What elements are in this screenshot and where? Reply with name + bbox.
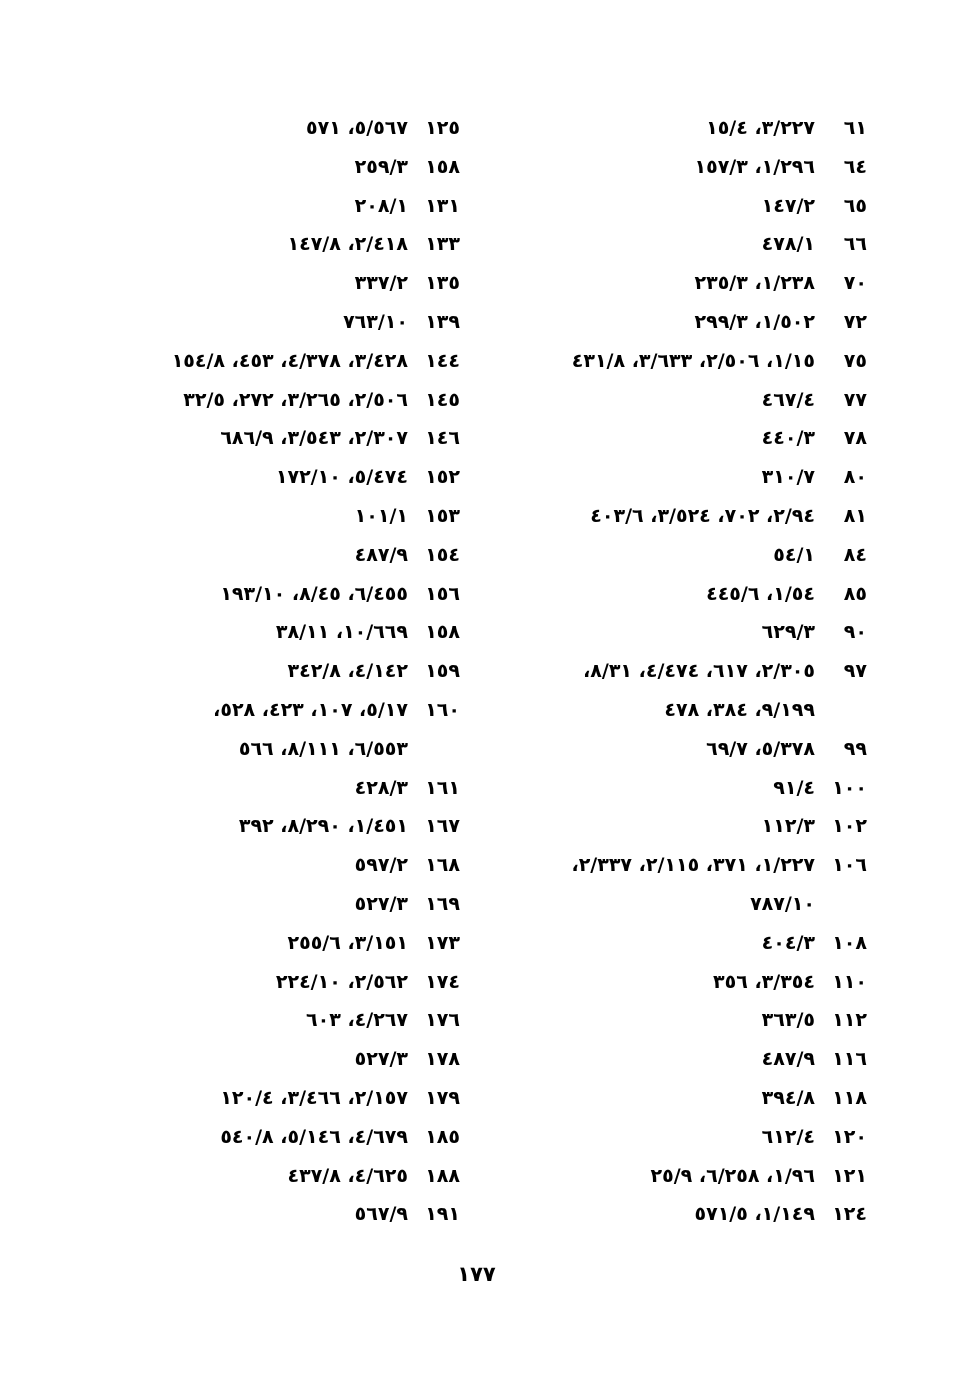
entry-number: ١٥٨ [425,621,460,644]
entry-number: ١٦١ [425,776,460,799]
entry-number: ٨٠ [843,466,867,489]
entry-references: ١/٤٥١، ٨/٢٩٠، ٣٩٢ [238,815,408,838]
entry-references: ٤/٦٧٩، ٥/١٤٦، ٥٤٠/٨ [220,1125,408,1148]
index-entry [537,699,867,738]
index-entry [537,466,867,505]
index-entry [537,544,867,583]
index-entry [100,156,460,195]
index-entry [100,1126,460,1165]
entry-references: ٢/٣٠٧، ٣/٥٤٣، ٦٨٦/٩ [220,427,408,450]
entry-references: ٢/٥٠٦، ٣/٢٦٥، ٢٧٢، ٣٢/٥ [183,388,408,411]
index-entry [537,156,867,195]
index-column-left [100,117,460,1242]
entry-number: ١٤٦ [425,427,460,450]
entry-number: ١٢١ [832,1164,867,1187]
index-entry [100,311,460,350]
index-entry [100,389,460,428]
entry-references: ٩١/٤ [773,776,815,799]
entry-number: ١١٠ [832,970,867,993]
index-entry [100,621,460,660]
entry-references: ٣٩٤/٨ [761,1086,815,1109]
entry-number: ١٠٠ [832,776,867,799]
index-entry [100,505,460,544]
entry-number: ١٧٣ [425,931,460,954]
index-entry [100,195,460,234]
entry-references: ١٠١/١ [354,504,408,527]
entry-number: ١٠٢ [832,815,867,838]
index-entry [537,1087,867,1126]
entry-references: ٣/٣٥٤، ٣٥٦ [713,970,815,993]
entry-number: ١٦٧ [425,815,460,838]
index-entry [100,738,460,777]
index-entry [100,660,460,699]
index-entry [100,272,460,311]
entry-number: ١٩١ [425,1203,460,1226]
entry-number: ٦٦ [843,233,867,256]
entry-references: ٢/٩٤، ٧٠٢، ٣/٥٢٤، ٤٠٣/٦ [590,504,815,527]
entry-references: ٤/١٤٢، ٣٤٢/٨ [287,660,408,683]
index-entry [537,777,867,816]
index-entry [100,466,460,505]
index-entry [537,1009,867,1048]
entry-references: ٥٤/١ [773,543,815,566]
entry-references: ٥/٣٧٨، ٦٩/٧ [706,737,815,760]
entry-references: ١٤٧/٢ [761,194,815,217]
index-entry [537,272,867,311]
entry-references: ٤٦٧/٤ [761,388,815,411]
entry-number: ١٠٨ [832,931,867,954]
index-entry [537,1048,867,1087]
index-entry [537,233,867,272]
entry-references: ٣١٠/٧ [761,466,815,489]
entry-references: ١/٢٣٨، ٢٣٥/٣ [694,272,815,295]
entry-number: ٩٧ [843,660,867,683]
entry-number: ١٥٤ [425,543,460,566]
entry-references: ٤٨٧/٩ [354,543,408,566]
index-entry [100,815,460,854]
entry-references: ٥٩٧/٢ [354,854,408,877]
index-entry [100,777,460,816]
entry-number: ١٤٤ [425,349,460,372]
index-entry [537,854,867,893]
index-entry [100,117,460,156]
entry-number: ١٢٠ [832,1125,867,1148]
entry-number: ١٣٣ [425,233,460,256]
index-entry [100,1048,460,1087]
index-entry [537,583,867,622]
entry-number: ٧٧ [843,388,867,411]
entry-number: ٦١ [843,117,867,139]
index-entry [537,1126,867,1165]
entry-references: ١١٢/٣ [761,815,815,838]
index-entry [100,932,460,971]
entry-number: ١٥٣ [425,504,460,527]
entry-number: ١١٢ [832,1009,867,1032]
entry-references: ٧٨٧/١٠ [750,892,815,915]
entry-number: ١٠٦ [832,854,867,877]
entry-references: ٤/٦٢٥، ٤٣٧/٨ [287,1164,408,1187]
entry-number: ٧٥ [843,349,867,372]
entry-number: ١١٦ [832,1048,867,1071]
entry-references: ٥٢٧/٣ [354,892,408,915]
entry-number: ١٥٢ [425,466,460,489]
entry-number: ١٣٩ [425,310,460,333]
entry-references: ٤/٢٦٧، ٦٠٣ [306,1009,408,1032]
entry-number: ١٧٤ [425,970,460,993]
entry-number: ٨٤ [843,543,867,566]
entry-number: ٧٢ [843,310,867,333]
index-entry [100,854,460,893]
index-entry [537,350,867,389]
index-entry [537,932,867,971]
index-entry [537,311,867,350]
entry-references: ٢/٤١٨، ١٤٧/٨ [287,233,408,256]
index-column-right [537,117,867,1242]
entry-references: ١٠/٦٦٩، ٣٨/١١ [275,621,408,644]
entry-references: ١/٢٩٦، ١٥٧/٣ [694,155,815,178]
entry-references: ٥٦٧/٩ [354,1203,408,1226]
entry-references: ٤٠٤/٣ [761,931,815,954]
entry-number: ١٦٨ [425,854,460,877]
entry-references: ١/٢٢٧، ٣٧١، ٢/١١٥، ٢/٣٣٧، [571,854,815,877]
index-entry [100,583,460,622]
index-entry [100,893,460,932]
entry-number: ١١٨ [832,1086,867,1109]
entry-number: ٧٠ [843,272,867,295]
entry-references: ١/١٥، ٢/٥٠٦، ٣/٦٣٣، ٤٣١/٨ [571,349,815,372]
entry-number: ١٢٤ [832,1203,867,1226]
entry-number: ١٥٩ [425,660,460,683]
index-entry [537,971,867,1010]
index-entry [100,350,460,389]
entry-references: ٤٧٨/١ [761,233,815,256]
index-entry [537,815,867,854]
index-entry [100,1087,460,1126]
entry-number: ٩٩ [843,737,867,760]
entry-references: ٦١٢/٤ [761,1125,815,1148]
index-entry [100,544,460,583]
entry-number: ١٣٥ [425,272,460,295]
page-number: ١٧٧ [457,1262,496,1286]
entry-number: ١٧٦ [425,1009,460,1032]
entry-number: ١٢٥ [425,117,460,139]
entry-number: ١٨٨ [425,1164,460,1187]
entry-number: ١٦٠ [425,698,460,721]
entry-references: ٥/١٧، ١٠٧، ٤٢٣، ٥٢٨، [213,698,408,721]
index-entry [100,1203,460,1242]
entry-number: ١٥٨ [425,155,460,178]
entry-number: ١٣١ [425,194,460,217]
entry-references: ١/٥٤، ٤٤٥/٦ [706,582,815,605]
entry-references: ٢/١٥٧، ٣/٤٦٦، ١٢٠/٤ [220,1086,408,1109]
entry-references: ٢/٣٠٥، ٦١٧، ٤/٤٧٤، ٨/٣١، [583,660,815,683]
entry-references: ٣٦٣/٥ [761,1009,815,1032]
entry-number: ٦٤ [843,155,867,178]
index-entry [537,389,867,428]
entry-references: ٢/٥٦٢، ٢٢٤/١٠ [275,970,408,993]
entry-references: ٥/٤٧٤، ١٧٢/١٠ [275,466,408,489]
index-entry [100,427,460,466]
entry-number: ٩٠ [843,621,867,644]
entry-references: ١/٩٦، ٦/٢٥٨، ٢٥/٩ [650,1164,815,1187]
entry-references: ٣/١٥١، ٢٥٥/٦ [287,931,408,954]
entry-references: ٦/٤٥٥، ٨/٤٥، ١٩٣/١٠ [220,582,408,605]
entry-references: ٤٤٠/٣ [761,427,815,450]
index-entry [100,971,460,1010]
entry-references: ٣٣٧/٢ [354,272,408,295]
entry-references: ٤٨٧/٩ [761,1048,815,1071]
entry-number: ١٨٥ [425,1125,460,1148]
entry-number: ٨٥ [843,582,867,605]
index-entry [100,1165,460,1204]
index-entry [537,505,867,544]
index-entry [537,195,867,234]
entry-references: ٣/٢٢٧، ١٥/٤ [706,117,815,139]
index-entry [537,660,867,699]
index-entry [537,738,867,777]
entry-number: ٧٨ [843,427,867,450]
index-entry [537,1165,867,1204]
entry-number: ١٥٦ [425,582,460,605]
index-entry [537,893,867,932]
entry-number: ١٧٨ [425,1048,460,1071]
index-entry [537,117,867,156]
entry-references: ٥٢٧/٣ [354,1048,408,1071]
entry-references: ٧٦٣/١٠ [343,310,408,333]
entry-references: ٢٠٨/١ [354,194,408,217]
entry-references: ٩/١٩٩، ٣٨٤، ٤٧٨ [664,698,815,721]
index-entry [100,1009,460,1048]
entry-references: ٦٢٩/٣ [761,621,815,644]
entry-number: ١٧٩ [425,1086,460,1109]
index-entry [537,621,867,660]
entry-number: ٦٥ [843,194,867,217]
index-entry [537,427,867,466]
entry-number: ١٦٩ [425,892,460,915]
entry-references: ٢٥٩/٣ [354,155,408,178]
entry-number: ١٤٥ [425,388,460,411]
index-entry [537,1203,867,1242]
entry-references: ٤٢٨/٣ [354,776,408,799]
entry-references: ٥/٥٦٧، ٥٧١ [306,117,408,139]
entry-references: ٦/٥٥٣، ٨/١١١، ٥٦٦ [238,737,408,760]
index-entry [100,699,460,738]
entry-number: ٨١ [843,504,867,527]
entry-references: ١/١٤٩، ٥٧١/٥ [694,1203,815,1226]
entry-references: ١/٥٠٢، ٢٩٩/٣ [694,310,815,333]
entry-references: ٣/٤٢٨، ٤/٣٧٨، ٤٥٣، ١٥٤/٨ [171,349,408,372]
index-entry [100,233,460,272]
